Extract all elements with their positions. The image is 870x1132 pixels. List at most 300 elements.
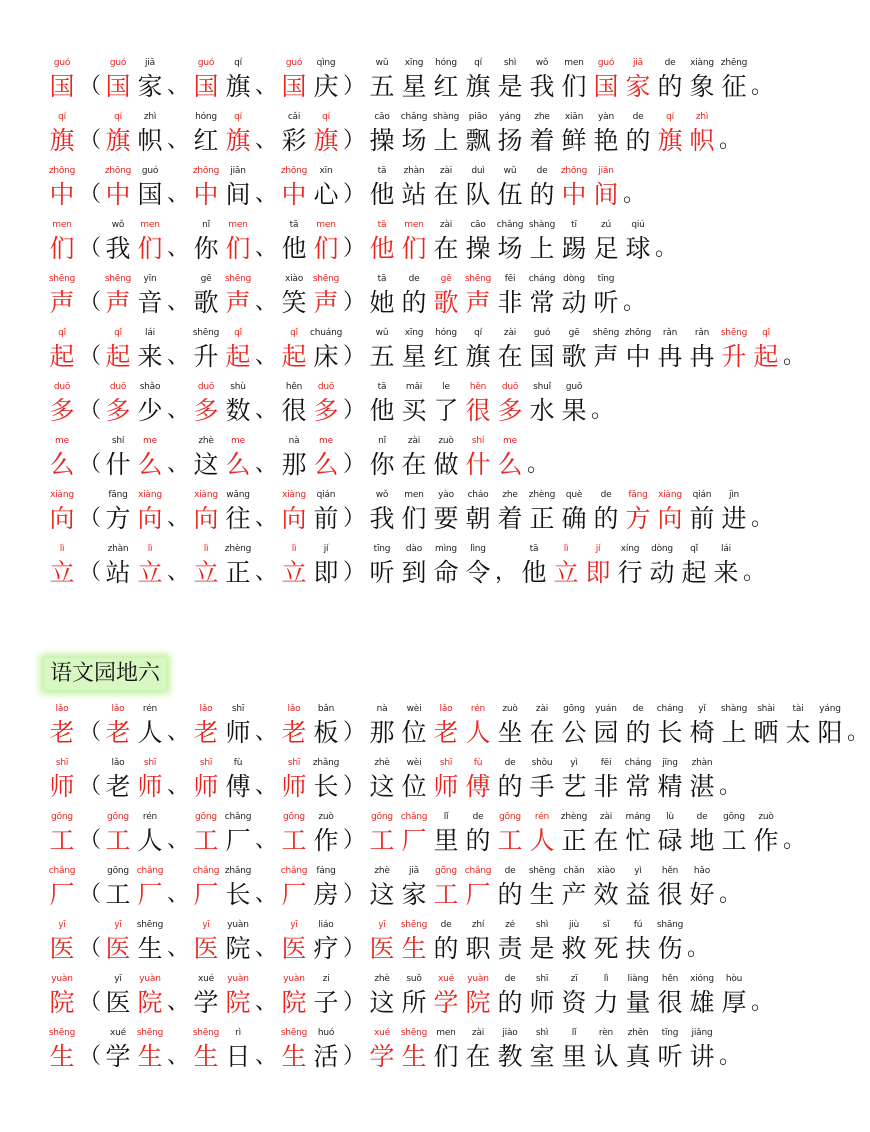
hanzi: 师 [529, 988, 555, 1017]
hanzi: 生 [401, 934, 427, 963]
char-cell [462, 488, 494, 536]
pinyin [718, 864, 742, 878]
highlighted-char-cell [494, 434, 526, 482]
pinyin: nǐ [202, 220, 210, 230]
char-cell [526, 488, 558, 536]
pinyin: zhè [374, 758, 390, 768]
punctuation-cell [78, 272, 102, 320]
char-cell [190, 434, 222, 482]
punctuation-cell [254, 972, 278, 1020]
hanzi: ） [342, 344, 365, 369]
hanzi: 厂 [401, 826, 427, 855]
pinyin: zuò [318, 812, 334, 822]
pinyin: yīn [143, 274, 157, 284]
pinyin: gōng [435, 866, 457, 876]
hanzi: 她 [369, 288, 395, 317]
hanzi: （ [78, 452, 101, 477]
punctuation-cell [254, 380, 278, 428]
hanzi: 责 [497, 934, 523, 963]
hanzi: 作 [753, 826, 779, 855]
pinyin: xué [438, 974, 454, 984]
pinyin: yuàn [227, 920, 249, 930]
char-cell [686, 810, 718, 858]
pinyin: zài [471, 1028, 485, 1038]
highlighted-char-cell [134, 218, 166, 266]
char-cell [558, 272, 590, 320]
hanzi: ） [342, 290, 365, 315]
pinyin: tā [377, 166, 387, 176]
char-cell [222, 702, 254, 750]
pinyin: hěn [469, 382, 487, 392]
punctuation-cell [750, 972, 774, 1020]
hanzi: 、 [254, 882, 277, 907]
pinyin [78, 972, 102, 986]
pinyin: zuò [502, 704, 518, 714]
pinyin: zī [570, 974, 578, 984]
hanzi: 里 [433, 826, 459, 855]
hanzi: 益 [625, 880, 651, 909]
char-cell [398, 380, 430, 428]
hanzi: 们 [433, 1042, 459, 1071]
highlighted-char-cell [222, 434, 254, 482]
pinyin: hěn [661, 866, 679, 876]
hanzi: ） [342, 936, 365, 961]
pinyin: de [632, 112, 644, 122]
char-cell [222, 1026, 254, 1074]
pinyin: xīn [319, 166, 333, 176]
highlighted-char-cell [462, 272, 494, 320]
hanzi: 国 [49, 72, 75, 101]
pinyin [718, 1026, 742, 1040]
hanzi: 征 [721, 72, 747, 101]
hanzi: 踢 [561, 234, 587, 263]
pinyin: shí [471, 436, 485, 446]
hanzi: （ [78, 774, 101, 799]
hanzi: 工 [193, 826, 219, 855]
hanzi: 傅 [465, 772, 491, 801]
char-cell [278, 272, 310, 320]
pinyin: cǎi [287, 112, 301, 122]
highlighted-char-cell [46, 272, 78, 320]
pinyin [742, 542, 766, 556]
pinyin: zhōng [624, 328, 652, 338]
char-cell [222, 56, 254, 104]
hanzi: 院 [281, 988, 307, 1017]
hanzi: 是 [529, 934, 555, 963]
char-cell [590, 918, 622, 966]
pinyin: qǐ [762, 328, 770, 338]
hanzi: 的 [433, 934, 459, 963]
hanzi: 、 [254, 560, 277, 585]
hanzi: 五 [369, 342, 395, 371]
hanzi: 人 [529, 826, 555, 855]
char-cell [310, 864, 342, 912]
punctuation-cell [342, 542, 366, 590]
char-cell [366, 434, 398, 482]
hanzi: 。 [718, 1044, 741, 1069]
pinyin: liáo [318, 920, 334, 930]
pinyin: de [408, 274, 420, 284]
highlighted-char-cell [102, 110, 134, 158]
pinyin: zhǎng [312, 758, 340, 768]
punctuation-cell [718, 110, 742, 158]
pinyin: hěn [285, 382, 303, 392]
punctuation-cell [78, 164, 102, 212]
highlighted-char-cell [134, 542, 166, 590]
char-cell [526, 756, 558, 804]
pinyin: me [503, 436, 517, 446]
hanzi: 声 [313, 288, 339, 317]
punctuation-cell [342, 864, 366, 912]
hanzi: 教 [497, 1042, 523, 1071]
hanzi: 医 [369, 934, 395, 963]
punctuation-cell [78, 56, 102, 104]
pinyin [166, 864, 190, 878]
pinyin: zhe [502, 490, 518, 500]
pinyin: zhǎng [224, 866, 252, 876]
pinyin: wèi [406, 704, 422, 714]
hanzi: 笑 [281, 288, 307, 317]
highlighted-char-cell [46, 434, 78, 482]
char-cell [590, 218, 622, 266]
pinyin: guó [285, 58, 303, 68]
hanzi: 位 [401, 772, 427, 801]
char-cell [590, 702, 622, 750]
char-cell [590, 756, 622, 804]
pinyin: rén [142, 812, 158, 822]
pinyin: guó [141, 166, 159, 176]
pinyin [750, 972, 774, 986]
pinyin: shù [230, 382, 246, 392]
pinyin: zhōng [48, 166, 76, 176]
pinyin [782, 326, 806, 340]
char-cell [494, 918, 526, 966]
highlighted-char-cell [278, 56, 310, 104]
highlighted-char-cell [134, 1026, 166, 1074]
hanzi: ） [342, 182, 365, 207]
punctuation-cell [166, 918, 190, 966]
pinyin [846, 702, 870, 716]
char-cell [430, 164, 462, 212]
pinyin: huó [317, 1028, 335, 1038]
pinyin: shāng [656, 920, 684, 930]
hanzi: 中 [625, 342, 651, 371]
pinyin: zài [599, 812, 613, 822]
pinyin: cháng [528, 274, 556, 284]
hanzi: 这 [369, 880, 395, 909]
hanzi: 中 [281, 180, 307, 209]
pinyin: fēi [504, 274, 516, 284]
pinyin: xióng [690, 974, 714, 984]
vocab-row [46, 810, 806, 858]
char-cell [430, 488, 462, 536]
hanzi: （ [78, 74, 101, 99]
hanzi: 死 [593, 934, 619, 963]
pinyin: men [52, 220, 72, 230]
pinyin: shēng [312, 274, 340, 284]
pinyin: wǒ [375, 490, 389, 500]
pinyin: shī [143, 758, 157, 768]
hanzi: 医 [49, 934, 75, 963]
hanzi: 厂 [193, 880, 219, 909]
pinyin: qí [474, 328, 482, 338]
hanzi: 在 [593, 826, 619, 855]
pinyin [254, 542, 278, 556]
highlighted-char-cell [462, 864, 494, 912]
hanzi: 老 [105, 772, 131, 801]
hanzi: 来 [137, 342, 163, 371]
hanzi: 厂 [137, 880, 163, 909]
highlighted-char-cell [310, 380, 342, 428]
pinyin: zé [505, 920, 515, 930]
pinyin: shǒu [531, 758, 553, 768]
hanzi: 、 [254, 290, 277, 315]
hanzi: 确 [561, 504, 587, 533]
punctuation-cell [342, 110, 366, 158]
hanzi: 位 [401, 718, 427, 747]
highlighted-char-cell [222, 326, 254, 374]
pinyin: chǎng [464, 866, 492, 876]
vocab-row [46, 702, 870, 750]
hanzi: 声 [49, 288, 75, 317]
hanzi: 在 [465, 1042, 491, 1071]
hanzi: 国 [105, 72, 131, 101]
pinyin: zhèng [224, 544, 252, 554]
char-cell [654, 756, 686, 804]
hanzi: 伍 [497, 180, 523, 209]
punctuation-cell [166, 56, 190, 104]
highlighted-char-cell [222, 972, 254, 1020]
char-cell [526, 1026, 558, 1074]
pinyin: shī [199, 758, 213, 768]
hanzi: 红 [433, 342, 459, 371]
punctuation-cell [166, 1026, 190, 1074]
vocab-row [46, 380, 614, 428]
hanzi: 人 [137, 718, 163, 747]
pinyin: zhe [534, 112, 550, 122]
highlighted-char-cell [398, 218, 430, 266]
pinyin [254, 272, 278, 286]
pinyin [166, 702, 190, 716]
hanzi: 。 [686, 936, 709, 961]
punctuation-cell [254, 56, 278, 104]
pinyin [342, 272, 366, 286]
hanzi: 的 [529, 180, 555, 209]
pinyin: chǎng [400, 812, 428, 822]
hanzi: 、 [254, 398, 277, 423]
char-cell [654, 702, 686, 750]
char-cell [518, 542, 550, 590]
hanzi: 动 [649, 558, 675, 587]
highlighted-char-cell [430, 272, 462, 320]
highlighted-char-cell [46, 218, 78, 266]
char-cell [622, 218, 654, 266]
hanzi: 他 [369, 396, 395, 425]
hanzi: 五 [369, 72, 395, 101]
pinyin: lì [603, 974, 609, 984]
punctuation-cell [342, 702, 366, 750]
hanzi: 工 [433, 880, 459, 909]
pinyin [166, 542, 190, 556]
hanzi: 们 [401, 504, 427, 533]
pinyin: shì [535, 1028, 549, 1038]
char-cell [278, 434, 310, 482]
pinyin: nà [376, 704, 388, 714]
pinyin: wǔ [375, 328, 389, 338]
hanzi: 们 [137, 234, 163, 263]
highlighted-char-cell [46, 918, 78, 966]
hanzi: 操 [369, 126, 395, 155]
punctuation-cell [166, 110, 190, 158]
pinyin [166, 272, 190, 286]
pinyin [342, 326, 366, 340]
hanzi: 床 [313, 342, 339, 371]
pinyin: men [404, 220, 424, 230]
hanzi: （ [78, 1044, 101, 1069]
hanzi: 很 [281, 396, 307, 425]
hanzi: 太 [785, 718, 811, 747]
hanzi: ， [494, 560, 517, 585]
hanzi: 彩 [281, 126, 307, 155]
hanzi: 听 [369, 558, 395, 587]
pinyin: tā [377, 220, 387, 230]
pinyin: tī [571, 220, 577, 230]
hanzi: 、 [166, 936, 189, 961]
pinyin [166, 164, 190, 178]
pinyin: jīng [662, 758, 678, 768]
char-cell [430, 1026, 462, 1074]
highlighted-char-cell [134, 864, 166, 912]
punctuation-cell [342, 488, 366, 536]
pinyin: guǒ [565, 382, 583, 392]
pinyin: shēng [224, 274, 252, 284]
pinyin: shēng [464, 274, 492, 284]
pinyin: chǎng [224, 812, 252, 822]
pinyin: le [442, 382, 450, 392]
hanzi: 工 [721, 826, 747, 855]
punctuation-cell [254, 810, 278, 858]
pinyin: xiàng [658, 490, 682, 500]
pinyin: duō [109, 382, 127, 392]
pinyin: shī [535, 974, 549, 984]
hanzi: （ [78, 990, 101, 1015]
pinyin: yàn [598, 112, 614, 122]
hanzi: ） [342, 236, 365, 261]
char-cell [654, 972, 686, 1020]
pinyin [654, 218, 678, 232]
highlighted-char-cell [366, 218, 398, 266]
highlighted-char-cell [462, 702, 494, 750]
pinyin: zuò [438, 436, 454, 446]
punctuation-cell [166, 488, 190, 536]
pinyin: yáng [819, 704, 841, 714]
hanzi: （ [78, 236, 101, 261]
hanzi: 、 [254, 1044, 277, 1069]
pinyin [254, 56, 278, 70]
hanzi: 师 [225, 718, 251, 747]
hanzi: 园 [593, 718, 619, 747]
pinyin: yī [202, 920, 210, 930]
highlighted-char-cell [558, 164, 590, 212]
hanzi: 长 [225, 880, 251, 909]
pinyin [78, 164, 102, 178]
hanzi: 他 [369, 180, 395, 209]
pinyin: hǎo [693, 866, 711, 876]
char-cell [310, 488, 342, 536]
pinyin: shēng [48, 274, 76, 284]
pinyin [254, 810, 278, 824]
hanzi: 帜 [689, 126, 715, 155]
hanzi: 师 [193, 772, 219, 801]
highlighted-char-cell [102, 702, 134, 750]
hanzi: 手 [529, 772, 555, 801]
pinyin [342, 972, 366, 986]
hanzi: 师 [433, 772, 459, 801]
char-cell [310, 756, 342, 804]
highlighted-char-cell [550, 542, 582, 590]
pinyin: zhè [198, 436, 214, 446]
section-title: 语文园地六 [44, 658, 166, 690]
hanzi: 帜 [137, 126, 163, 155]
hanzi: 这 [369, 988, 395, 1017]
hanzi: 队 [465, 180, 491, 209]
hanzi: 家 [137, 72, 163, 101]
hanzi: 冉 [689, 342, 715, 371]
hanzi: 厂 [225, 826, 251, 855]
pinyin: yuàn [467, 974, 489, 984]
pinyin: me [231, 436, 245, 446]
pinyin: zi [322, 974, 330, 984]
pinyin: nà [288, 436, 300, 446]
char-cell [494, 272, 526, 320]
pinyin: xiān [564, 112, 584, 122]
char-cell [102, 756, 134, 804]
highlighted-char-cell [46, 110, 78, 158]
hanzi: 的 [465, 826, 491, 855]
hanzi: 、 [254, 936, 277, 961]
pinyin: lái [721, 544, 731, 554]
hanzi: ） [342, 506, 365, 531]
char-cell [366, 326, 398, 374]
hanzi: 我 [369, 504, 395, 533]
highlighted-char-cell [222, 272, 254, 320]
char-cell [558, 488, 590, 536]
hanzi: 着 [497, 504, 523, 533]
char-cell [494, 110, 526, 158]
pinyin: duō [197, 382, 215, 392]
highlighted-char-cell [46, 56, 78, 104]
highlighted-char-cell [310, 434, 342, 482]
pinyin [750, 56, 774, 70]
char-cell [718, 810, 750, 858]
hanzi: 足 [593, 234, 619, 263]
pinyin: shēng [592, 328, 620, 338]
pinyin: shí [111, 436, 125, 446]
pinyin: chǎng [496, 220, 524, 230]
highlighted-char-cell [102, 918, 134, 966]
hanzi: 在 [433, 234, 459, 263]
pinyin: rén [534, 812, 550, 822]
hanzi: 很 [657, 988, 683, 1017]
pinyin: de [504, 866, 516, 876]
pinyin [782, 810, 806, 824]
char-cell [398, 864, 430, 912]
hanzi: 、 [166, 128, 189, 153]
char-cell [222, 918, 254, 966]
hanzi: 。 [622, 182, 645, 207]
hanzi: 、 [254, 182, 277, 207]
hanzi: 做 [433, 450, 459, 479]
